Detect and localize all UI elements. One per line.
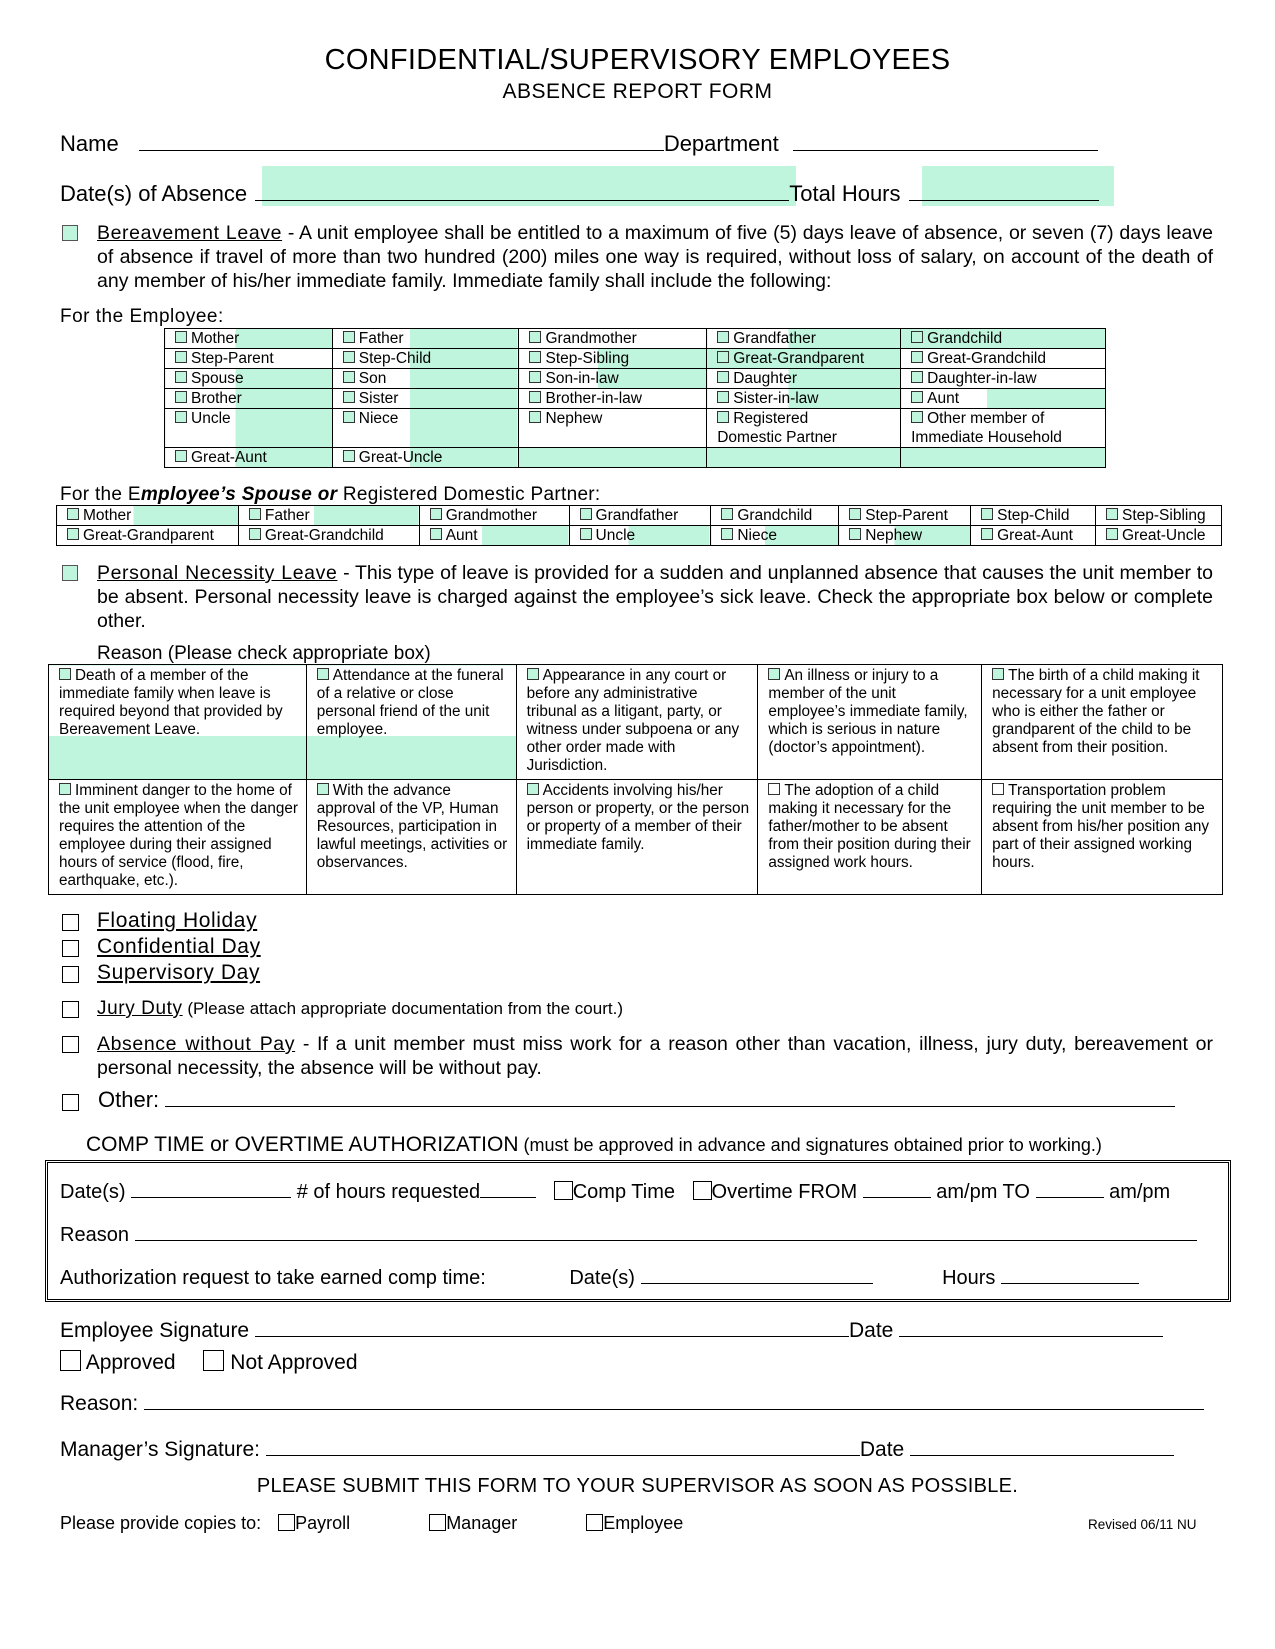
reason-cell[interactable]: The adoption of a child making it necessary for the father/mother to be absent from their position during their assigned work hours.: [758, 780, 982, 895]
not-approved-label: Not Approved: [230, 1351, 358, 1374]
comp-reason-input[interactable]: [135, 1220, 1197, 1241]
dates-row: [60, 180, 1099, 207]
relation-cell[interactable]: Step-Child: [332, 349, 519, 369]
reason-cell[interactable]: Imminent danger to the home of the unit employee when the danger requires the attention of the employee during their assigned hours of service (flood, fire, earthquake, etc.).: [49, 780, 307, 895]
comp-heading-note: (must be approved in advance and signatures obtained prior to working.): [518, 1135, 1102, 1155]
relation-cell[interactable]: Niece: [711, 526, 839, 546]
relation-cell[interactable]: Step-Parent: [165, 349, 333, 369]
spouse-relations-table: [56, 505, 1222, 546]
hours-requested-input[interactable]: [480, 1177, 536, 1198]
relation-cell[interactable]: Step-Sibling: [1096, 506, 1222, 526]
relation-cell[interactable]: Great-Grandchild: [238, 526, 419, 546]
approval-reason-label: Reason:: [60, 1392, 139, 1415]
employee-signature-label: Employee Signature: [60, 1319, 250, 1342]
personal-necessity-text: - This type of leave is provided for a sudden and unplanned absence that causes the unit member to be absent. Personal necessity leave is charged against the employee’s sick leave. Check the appropriate box below or complete other.: [97, 562, 1213, 632]
overtime-from-input[interactable]: [863, 1177, 931, 1198]
relation-cell[interactable]: Sister-in-law: [707, 389, 901, 409]
relation-cell[interactable]: Daughter: [707, 369, 901, 389]
bereavement-paragraph: [97, 221, 1213, 293]
confidential-day-label: Confidential Day: [97, 935, 261, 958]
name-label: Name: [60, 131, 119, 156]
floating-holiday-label: Floating Holiday: [97, 909, 258, 932]
manager-copy-label: Manager: [446, 1513, 518, 1533]
bereavement-checkbox[interactable]: [62, 225, 78, 241]
supervisory-day-checkbox[interactable]: [62, 966, 79, 983]
relation-cell: [519, 448, 707, 468]
overtime-checkbox[interactable]: [693, 1181, 712, 1200]
relation-cell[interactable]: Great-Uncle: [1096, 526, 1222, 546]
department-label: Department: [663, 131, 779, 156]
comp-heading: COMP TIME or OVERTIME AUTHORIZATION: [86, 1133, 519, 1156]
reason-cell[interactable]: Appearance in any court or before any administrative tribunal as a litigant, party, or witness under subpoena or any other order made with Jurisdiction.: [516, 665, 758, 780]
relation-cell: [901, 448, 1106, 468]
employee-heading: For the Employee:: [60, 306, 224, 327]
employee-signature-input[interactable]: [255, 1316, 849, 1337]
absence-without-pay-paragraph: [97, 1032, 1213, 1080]
dates-label: Date(s) of Absence: [60, 181, 248, 206]
auth-hours-input[interactable]: [1001, 1263, 1139, 1284]
auth-label: Authorization request to take earned comp time:: [60, 1267, 486, 1289]
absence-without-pay-title: Absence without Pay: [97, 1033, 296, 1055]
employee-signature-row: [60, 1316, 1163, 1343]
bereavement-text: - A unit employee shall be entitled to a maximum of five (5) days leave of absence, or seven (7) days leave of absence if travel of more than two hundred (200) miles one way is required, without loss of salary, on account of the death of any member of his/her immediate family. Immediate family shall include the following:: [97, 222, 1214, 292]
confidential-day-checkbox[interactable]: [62, 940, 79, 957]
relation-cell[interactable]: Father: [238, 506, 419, 526]
submit-notice: PLEASE SUBMIT THIS FORM TO YOUR SUPERVISOR AS SOON AS POSSIBLE.: [256, 1475, 1019, 1497]
comp-time-checkbox[interactable]: [554, 1181, 573, 1200]
relation-cell[interactable]: Grandfather: [569, 506, 711, 526]
relation-cell[interactable]: Other member of Immediate Household: [901, 409, 1106, 448]
reason-cell[interactable]: Death of a member of the immediate family when leave is required beyond that provided by Bereavement Leave.: [49, 665, 307, 780]
comp-dates-label: Date(s): [60, 1181, 126, 1203]
relation-cell[interactable]: Son: [332, 369, 519, 389]
relation-cell[interactable]: Aunt: [419, 526, 569, 546]
relation-cell[interactable]: Nephew: [519, 409, 707, 448]
employee-copy-label: Employee: [603, 1513, 684, 1533]
overtime-to-input[interactable]: [1036, 1177, 1104, 1198]
copies-row: [60, 1513, 683, 1534]
spouse-heading: For the Employee’s Spouse or Registered Domestic Partner:: [60, 484, 601, 505]
comp-row-1: [60, 1177, 1170, 1204]
relation-cell[interactable]: Grandmother: [519, 329, 707, 349]
relation-cell[interactable]: Spouse: [165, 369, 333, 389]
supervisory-day-label: Supervisory Day: [97, 961, 261, 984]
relation-cell[interactable]: Great-Grandchild: [901, 349, 1106, 369]
not-approved-checkbox[interactable]: [203, 1350, 224, 1371]
relation-cell[interactable]: Step-Sibling: [519, 349, 707, 369]
employee-relations-table: [164, 328, 1106, 468]
personal-necessity-checkbox[interactable]: [62, 565, 78, 581]
relation-cell[interactable]: Great-Aunt: [971, 526, 1096, 546]
relation-cell[interactable]: Father: [332, 329, 519, 349]
comp-time-label: Comp Time: [572, 1181, 675, 1203]
relation-cell[interactable]: Registered Domestic Partner: [707, 409, 901, 448]
revised-note: Revised 06/11 NU: [1088, 1517, 1197, 1532]
reason-cell[interactable]: Transportation problem requiring the unit member to be absent from his/her position any part of their assigned working hours.: [982, 780, 1223, 895]
relation-cell[interactable]: Niece: [332, 409, 519, 448]
absence-without-pay-checkbox[interactable]: [62, 1036, 79, 1053]
manager-signature-input[interactable]: [266, 1435, 860, 1456]
department-input[interactable]: [793, 130, 1098, 151]
ampm-to-label: am/pm TO: [936, 1181, 1030, 1203]
personal-necessity-paragraph: [97, 561, 1213, 633]
relation-cell[interactable]: Great-Grandparent: [57, 526, 239, 546]
relation-cell[interactable]: Nephew: [839, 526, 971, 546]
employee-copy-checkbox[interactable]: [586, 1514, 603, 1531]
relation-cell[interactable]: Great-Uncle: [332, 448, 519, 468]
manager-date-input[interactable]: [910, 1435, 1174, 1456]
approved-checkbox[interactable]: [60, 1350, 81, 1371]
hours-requested-label: # of hours requested: [296, 1181, 481, 1203]
relation-cell[interactable]: Aunt: [901, 389, 1106, 409]
form-subtitle: ABSENCE REPORT FORM: [502, 80, 773, 103]
relation-cell[interactable]: Sister: [332, 389, 519, 409]
total-hours-label: Total Hours: [789, 181, 901, 206]
payroll-label: Payroll: [295, 1513, 351, 1533]
manager-date-label: Date: [859, 1438, 905, 1461]
copies-label: Please provide copies to:: [60, 1513, 262, 1533]
relation-cell[interactable]: Grandmother: [419, 506, 569, 526]
approval-reason-row: [60, 1389, 1204, 1416]
other-row: [98, 1086, 1175, 1113]
name-row: [60, 130, 1098, 157]
comp-row-2: [60, 1220, 1197, 1247]
employee-date-input[interactable]: [899, 1316, 1163, 1337]
floating-holiday-checkbox[interactable]: [62, 914, 79, 931]
comp-reason-label: Reason: [60, 1224, 129, 1246]
other-checkbox[interactable]: [62, 1094, 79, 1111]
relation-cell: [707, 448, 901, 468]
relation-cell[interactable]: Step-Child: [971, 506, 1096, 526]
reason-table: [48, 664, 1223, 895]
relation-cell[interactable]: Uncle: [569, 526, 711, 546]
name-input[interactable]: [139, 130, 664, 151]
reason-cell[interactable]: The birth of a child making it necessary for a unit employee who is either the father or grandparent of the child to be absent from their position.: [982, 665, 1223, 780]
approved-label: Approved: [85, 1351, 176, 1374]
relation-cell[interactable]: Step-Parent: [839, 506, 971, 526]
relation-cell[interactable]: Grandchild: [901, 329, 1106, 349]
relation-cell[interactable]: Grandfather: [707, 329, 901, 349]
relation-cell[interactable]: Daughter-in-law: [901, 369, 1106, 389]
approval-row: [60, 1350, 358, 1375]
relation-cell[interactable]: Brother: [165, 389, 333, 409]
total-hours-input[interactable]: [909, 180, 1099, 201]
form-title: CONFIDENTIAL/SUPERVISORY EMPLOYEES: [324, 44, 951, 76]
comp-dates-input[interactable]: [131, 1177, 291, 1198]
reason-cell[interactable]: Attendance at the funeral of a relative or close personal friend of the unit employee.: [306, 665, 516, 780]
relation-cell[interactable]: Grandchild: [711, 506, 839, 526]
reason-cell[interactable]: Accidents involving his/her person or property, or the person or property of a member of their immediate family.: [516, 780, 758, 895]
relation-cell[interactable]: Great-Aunt: [165, 448, 333, 468]
auth-dates-input[interactable]: [641, 1263, 873, 1284]
absence-without-pay-text: - If a unit member must miss work for a reason other than vacation, illness, jury duty, bereavement or personal necessity, the absence will be without pay.: [97, 1033, 1213, 1079]
other-label: Other:: [98, 1087, 160, 1112]
overtime-from-label: Overtime FROM: [711, 1181, 858, 1203]
relation-cell[interactable]: Mother: [57, 506, 239, 526]
reason-cell[interactable]: With the advance approval of the VP, Human Resources, participation in lawful meetings, activities or observances.: [306, 780, 516, 895]
manager-signature-row: [60, 1435, 1174, 1462]
reason-heading: Reason (Please check appropriate box): [97, 643, 431, 664]
relation-cell[interactable]: Son-in-law: [519, 369, 707, 389]
personal-necessity-title: Personal Necessity Leave: [97, 562, 338, 584]
other-input[interactable]: [165, 1086, 1175, 1107]
reason-cell[interactable]: An illness or injury to a member of the unit employee’s immediate family, which is serious in nature (doctor’s appointment).: [758, 665, 982, 780]
manager-copy-checkbox[interactable]: [429, 1514, 446, 1531]
approval-reason-input[interactable]: [144, 1389, 1204, 1410]
jury-duty-note: (Please attach appropriate documentation from the court.): [182, 999, 623, 1018]
bereavement-title: Bereavement Leave: [97, 222, 283, 244]
dates-input[interactable]: [255, 180, 789, 201]
auth-dates-label: Date(s): [569, 1267, 635, 1289]
relation-cell[interactable]: Mother: [165, 329, 333, 349]
jury-duty-row: [97, 998, 623, 1020]
comp-row-3: [60, 1263, 1139, 1290]
payroll-checkbox[interactable]: [278, 1514, 295, 1531]
employee-date-label: Date: [848, 1319, 894, 1342]
comp-heading-row: [86, 1133, 1102, 1157]
relation-cell[interactable]: Great-Grandparent: [707, 349, 901, 369]
manager-signature-label: Manager’s Signature:: [60, 1438, 261, 1461]
jury-duty-label: Jury Duty: [97, 998, 183, 1019]
relation-cell[interactable]: Brother-in-law: [519, 389, 707, 409]
relation-cell[interactable]: Uncle: [165, 409, 333, 448]
jury-duty-checkbox[interactable]: [62, 1001, 79, 1018]
auth-hours-label: Hours: [942, 1267, 996, 1289]
ampm-label: am/pm: [1109, 1181, 1171, 1203]
